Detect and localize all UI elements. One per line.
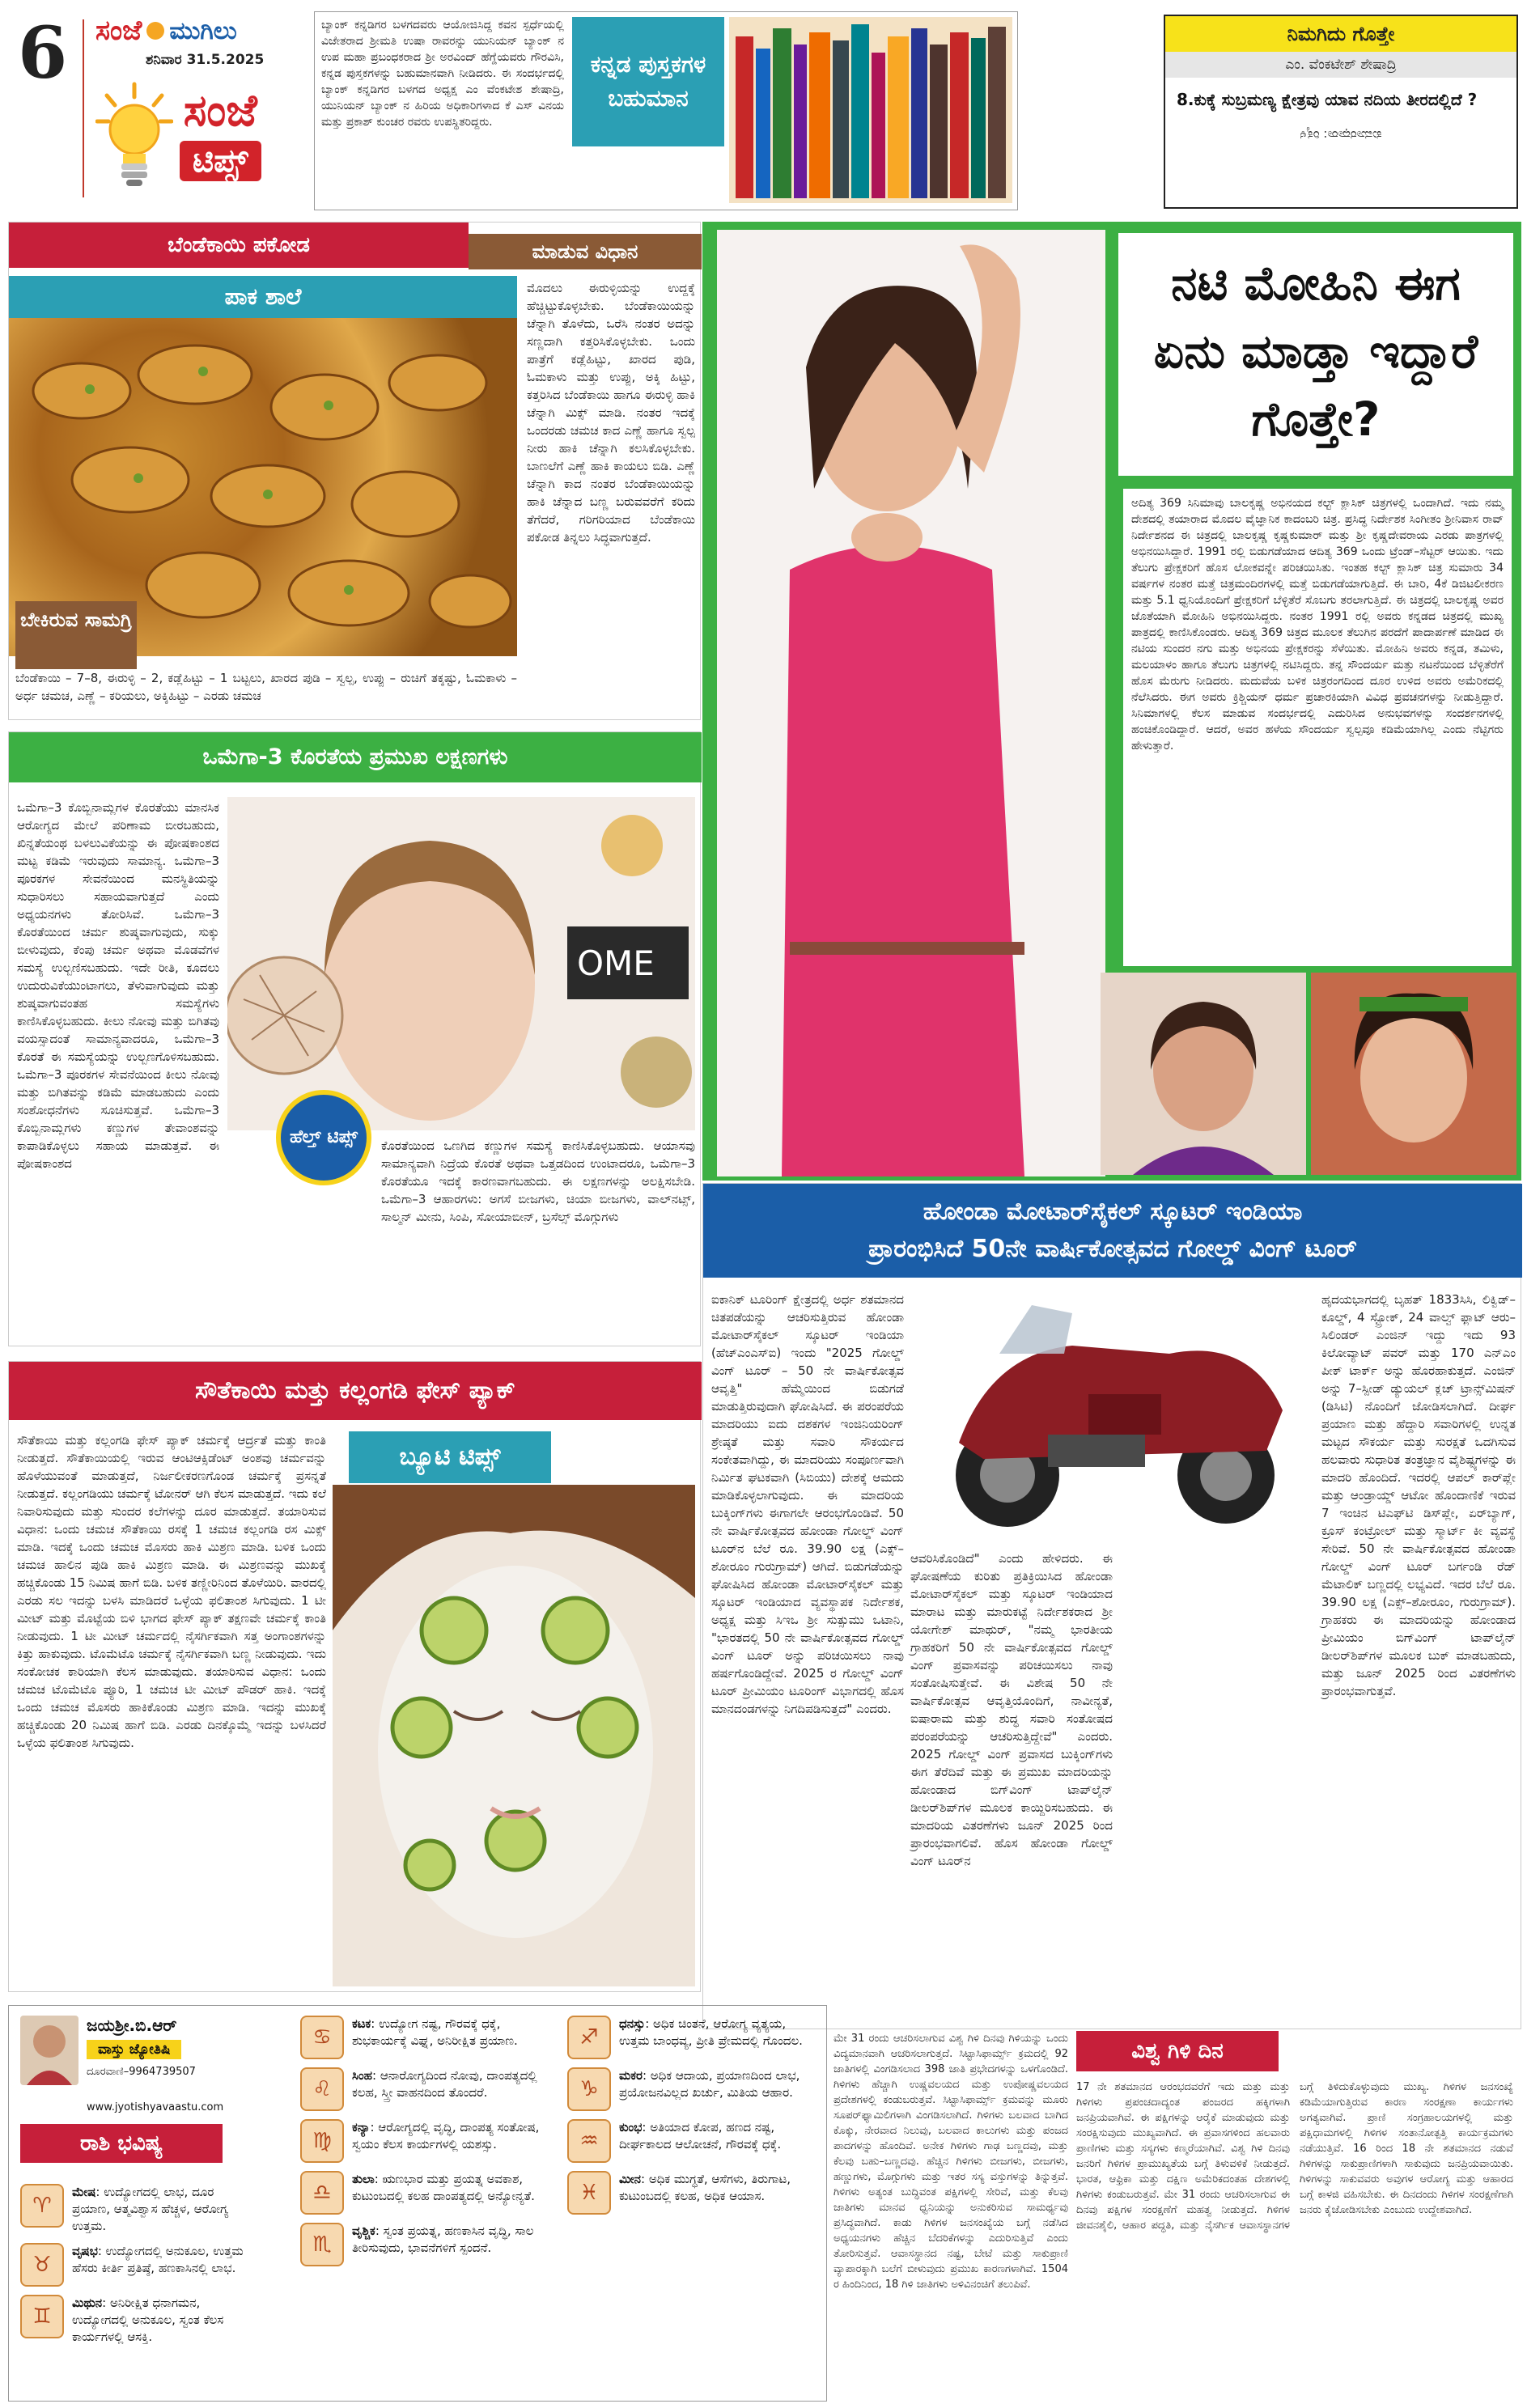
face-photo: [227, 797, 695, 1130]
cancer-icon: ♋: [300, 2016, 344, 2059]
astrologer-role: ವಾಸ್ತು ಜ್ಯೋತಿಷಿ: [87, 2040, 181, 2059]
honda-col1: ಐಕಾನಿಕ್ ಟೂರಿಂಗ್ ಕ್ಷೇತ್ರದಲ್ಲಿ ಅರ್ಧ ಶತಮಾನದ ಚಿತಪಡೆಯನ್ನು ಆಚರಿಸುತ್ತಿರುವ ಹೋಂಡಾ ಮೋಟಾರ್‌ಸೈಕಲ್ ಸ್ಕೂಟರ್ ಇಂಡಿಯಾ (ಹೆಚ್‌ಎಂಎಸ್‌ಐ) ಇಂದು "2025 ಗೋಲ್ಡ್ ವಿಂಗ್ ಟೂರ್ – 50 ನೇ ವಾರ್ಷಿಕೋತ್ಸವ ಆವೃತ್ತಿ" ಹೆಮ್ಮೆಯಿಂದ ಬಿಡುಗಡೆ ಮಾಡುತ್ತಿರುವುದಾಗಿ ಘೋಷಿಸಿದೆ. ಈ ಪರಂಪರೆಯ ಮಾದರಿಯು ಐದು ದಶಕಗಳ ಇಂಜಿನಿಯರಿಂಗ್ ಶ್ರೇಷ್ಠತೆ ಮತ್ತು ಸವಾರಿ ಸೌಕರ್ಯದ ಸಂಕೇತವಾಗಿದ್ದು, ಈ ಮಾದರಿಯು ಸಂಪೂರ್ಣವಾಗಿ ನಿರ್ಮಿತ ಘಟಕವಾಗಿ (ಸಿಬಿಯು) ದೇಶಕ್ಕೆ ಆಮದು ಮಾಡಿಕೊಳ್ಳಲಾಗುವುದು. ಈ ಮಾದರಿಯ ಬುಕ್ಕಿಂಗ್‌ಗಳು ಈಗಾಗಲೇ ಆರಂಭಗೊಂಡಿವೆ. 50 ನೇ ವಾರ್ಷಿಕೋತ್ಸವದ ಹೋಂಡಾ ಗೋಲ್ಡ್ ವಿಂಗ್ ಟೂರ್‌ನ ಬೆಲೆ ರೂ. 39.90 ಲಕ್ಷ (ಎಕ್ಸ್–ಶೋರೂಂ ಗುರುಗ್ರಾಮ್) ಆಗಿದೆ. ಬಿಡುಗಡೆಯನ್ನು ಘೋಷಿಸಿದ ಹೋಂಡಾ ಮೋಟಾರ್‌ಸೈಕಲ್ ಮತ್ತು ಸ್ಕೂಟರ್ ಇಂಡಿಯಾದ ವ್ಯವಸ್ಥಾಪಕ ನಿರ್ದೇಶಕ, ಅಧ್ಯಕ್ಷ ಮತ್ತು ಸಿಇಒ ಶ್ರೀ ಸುತ್ಸುಮು ಒಟಾನಿ, "ಭಾರತದಲ್ಲಿ 50 ನೇ ವಾರ್ಷಿಕೋತ್ಸವದ ಗೋಲ್ಡ್ ವಿಂಗ್ ಟೂರ್ ಅನ್ನು ಪರಿಚಯಿಸಲು ನಾವು ಹರ್ಷಗೊಂಡಿದ್ದೇವೆ. 2025 ರ ಗೋಲ್ಡ್ ವಿಂಗ್ ಟೂರ್ ಪ್ರೀಮಿಯಂ ಟೂರಿಂಗ್ ವಿಭಾಗದಲ್ಲಿ ಹೊಸ ಮಾನದಂಡಗಳನ್ನು ನಿಗದಿಪಡಿಸುತ್ತದೆ" ಎಂದರು.: [711, 1292, 904, 1716]
zodiac-col-2: [300, 2016, 551, 2274]
bank-story-text: ಬ್ಯಾಂಕ್ ಕನ್ನಡಿಗರ ಬಳಗದವರು ಆಯೋಜಿಸಿದ್ದ ಕವನ ಸ್ಪರ್ಧೆಯಲ್ಲಿ ವಿಜೇತರಾದ ಶ್ರೀಮತಿ ಉಷಾ ರಾವರನ್ನು ಯುನಿಯನ್ ಬ್ಯಾಂಕ್ ನ ಉಪ ಮಹಾ ಪ್ರಬಂಧಕರಾದ ಶ್ರೀ ಅರವಿಂದ್ ಹೆಗ್ಡೆಯವರು ಗೌರವಿಸಿ, ಕನ್ನಡ ಪುಸ್ತಕಗಳನ್ನು ಬಹುಮಾನವಾಗಿ ನೀಡಿದರು. ಈ ಸಂದರ್ಭದಲ್ಲಿ ಬ್ಯಾಂಕ್ ಕನ್ನಡಿಗರ ಬಳಗದ ಅಧ್ಯಕ್ಷ ಎಂ ವೆಂಕಟೇಶ ಶೇಷಾದ್ರಿ, ಯುನಿಯನ್ ಬ್ಯಾಂಕ್ ನ ಹಿರಿಯ ಅಧಿಕಾರಿಗಳಾದ ಕೆ ಎಸ್ ವಿನಯ ಮತ್ತು ಪ್ರಕಾಶ್ ಕುಂಚರ ರವರು ಉಪಸ್ಥಿತರಿದ್ದರು.: [321, 19, 564, 129]
mohini-text: ಅದಿತ್ಯ 369 ಸಿನಿಮಾವು ಬಾಲಕೃಷ್ಣ ಅಭಿನಯದ ಕಲ್ಟ್ ಕ್ಲಾಸಿಕ್ ಚಿತ್ರಗಳಲ್ಲಿ ಒಂದಾಗಿದೆ. ಇದು ನಮ್ಮ ದೇಶದಲ್ಲಿ ತಯಾರಾದ ಮೊದಲ ವೈಜ್ಞಾನಿಕ ಕಾದಂಬರಿ ಚಿತ್ರ. ಪ್ರಸಿದ್ಧ ನಿರ್ದೇಶಕ ಸಿಂಗೀತಂ ಶ್ರೀನಿವಾಸ ರಾವ್ ನಿರ್ದೇಶನದ ಈ ಚಿತ್ರದಲ್ಲಿ ಬಾಲಕೃಷ್ಣ ಕೃಷ್ಣಕುಮಾರ್ ಮತ್ತು ಶ್ರೀ ಕೃಷ್ಣದೇವರಾಯ ಎರಡು ಪಾತ್ರಗಳಲ್ಲಿ ಅಭಿನಯಿಸಿದ್ದಾರೆ. 1991 ರಲ್ಲಿ ಬಿಡುಗಡೆಯಾದ ಆದಿತ್ಯ 369 ಒಂದು ಟ್ರೆಂಡ್–ಸೆಟ್ಟರ್ ಆಯಿತು. ಇದು ತೆಲುಗು ಪ್ರೇಕ್ಷಕರಿಗೆ ಹೊಸ ಲೋಕವನ್ನೇ ಪರಿಚಯಿಸಿತು. ಇಂತಹ ಕಲ್ಟ್ ಕ್ಲಾಸಿಕ್ ಚಿತ್ರ ಸುಮಾರು 34 ವರ್ಷಗಳ ನಂತರ ಮತ್ತೆ ಚಿತ್ರಮಂದಿರಗಳಲ್ಲಿ ಮತ್ತೆ ಬಿಡುಗಡೆಯಾಗುತ್ತಿದೆ. ಈ ಬಾರಿ, 4ಕೆ ಡಿಜಿಟಲೀಕರಣ ಮತ್ತು 5.1 ಧ್ವನಿಯೊಂದಿಗೆ ಪ್ರೇಕ್ಷಕರಿಗೆ ಬೆಳ್ಳಿತೆರೆ ಸೊಬಗು ತರಲಾಗುತ್ತಿದೆ. ಈ ಚಿತ್ರದಲ್ಲಿ ಬಾಲಕೃಷ್ಣ ಅವರ ಜೊತೆಯಾಗಿ ಮೋಹಿನಿ ಅಭಿನಯಿಸಿದ್ದರು. ನಂತರ 1991 ರಲ್ಲಿ ಅವರು ಕನ್ನಡದ ಚಿತ್ರದಲ್ಲಿ ಮುಖ್ಯ ಪಾತ್ರದಲ್ಲಿ ಕಾಣಿಸಿಕೊಂಡರು. ಆದಿತ್ಯ 369 ಚಿತ್ರದ ಮೂಲಕ ತೆಲುಗಿನ ಪರದೆಗೆ ಪಾದಾರ್ಪಣೆ ಮಾಡಿದ ಈ ನಟಿಯ ಸುಂದರ ನಗು ಮತ್ತು ಅಭಿನಯ ಪ್ರೇಕ್ಷಕರನ್ನು ಸೆಳೆಯಿತು. ಮೋಹಿನಿ ಅವರು ಕನ್ನಡ, ತಮಿಳು, ಮಲಯಾಳಂ ಹಾಗೂ ತೆಲುಗು ಚಿತ್ರಗಳಲ್ಲಿ ನಟಿಸಿದ್ದರು. ತನ್ನ ಸೌಂದರ್ಯ ಮತ್ತು ನಟನೆಯಿಂದ ಬೆಳ್ಳಿತೆರೆಗೆ ಹೊಸ ಮೆರುಗು ನೀಡಿದರು. ಮದುವೆಯ ಬಳಿಕ ಚಿತ್ರರಂಗದಿಂದ ದೂರ ಉಳಿದ ಅವರು ಅಮೆರಿಕದಲ್ಲಿ ನೆಲೆಸಿದರು. ಈಗ ಅವರು ಕ್ರಿಶ್ಚಿಯನ್ ಧರ್ಮ ಪ್ರಚಾರಕಿಯಾಗಿ ವಿವಿಧ ಪ್ರವಚನಗಳನ್ನು ನೀಡುತ್ತಿದ್ದಾರೆ. ಸಿನಿಮಾಗಳಲ್ಲಿ ಕೆಲಸ ಮಾಡುವ ಸಂದರ್ಭದಲ್ಲಿ ಎದುರಿಸಿದ ಅನುಭವಗಳನ್ನು ಸಂದರ್ಶನಗಳಲ್ಲಿ ಹಂಚಿಕೊಂಡಿದ್ದಾರೆ. ಆದರೆ, ಅವರ ಹಳೆಯ ಸೌಂದರ್ಯ ಸ್ವಲ್ಪವೂ ಕಡಿಮೆಯಾಗಿಲ್ಲ ಎಂದು ನೆಟ್ಟಿಗರು ಹೇಳುತ್ತಾರೆ.: [1123, 489, 1512, 966]
books-photo: [729, 17, 1012, 203]
zodiac-item: ♏ ವೃಶ್ಚಿಕ: ಸ್ವಂತ ಪ್ರಯತ್ನ, ಹಣಕಾಸಿನ ವೃದ್ಧಿ, ಸಾಲ ತೀರಿಸುವುದು, ಭಾವನೆಗಳಿಗೆ ಸ್ಪಂದನೆ.: [300, 2223, 551, 2266]
mohini-section: [702, 222, 1521, 1181]
ingredients-label: ಬೇಕಿರುವ ಸಾಮಗ್ರಿ: [15, 601, 137, 669]
zodiac-item: ♓ ಮೀನ: ಅಧಿಕ ಮುಗ್ಧತೆ, ಆಸೆಗಳು, ತಿರುಗಾಟ, ಕುಟುಂಬದಲ್ಲಿ ಕಲಹ, ಅಧಿಕ ಆಯಾಸ.: [567, 2171, 818, 2215]
zodiac-item: ♑ ಮಕರ: ಅಧಿಕ ಆದಾಯ, ಪ್ರಯಾಣದಿಂದ ಲಾಭ, ಪ್ರಯೋಜನವಿಲ್ಲದ ಖರ್ಚು, ಮಿತಿಯ ಆಹಾರ.: [567, 2067, 818, 2111]
omega-title: ಒಮೆಗಾ-3 ಕೊರತೆಯ ಪ್ರಮುಖ ಲಕ್ಷಣಗಳು: [9, 732, 702, 782]
gemini-icon: ♊: [20, 2295, 64, 2338]
recipe-section: [8, 222, 701, 720]
leo-icon: ♌: [300, 2067, 344, 2111]
masthead: [8, 8, 309, 209]
cucumber-face-photo: [333, 1485, 695, 1986]
section-label: ಪಾಕ ಶಾಲೆ: [9, 276, 517, 318]
astrologer-name: ಜಯಶ್ರೀ.ಬಿ.ಆರ್: [87, 2016, 177, 2035]
board-text: OME: [577, 943, 655, 983]
honda-headline: ಹೋಂಡಾ ಮೋಟಾರ್‌ಸೈಕಲ್ ಸ್ಕೂಟರ್ ಇಂಡಿಯಾ ಪ್ರಾರಂಭಿಸಿದೆ 50ನೇ ವಾರ್ಷಿಕೋತ್ಸವದ ಗೋಲ್ಡ್ ವಿಂಗ್ ಟೂರ್: [703, 1184, 1522, 1278]
honda-section: [702, 1183, 1521, 2029]
bank-story: [314, 11, 1018, 210]
quiz-title: ನಿಮಗಿದು ಗೊತ್ತೇ: [1165, 16, 1516, 52]
issue-date: ಶನಿವಾರ 31.5.2025: [146, 52, 265, 68]
zodiac-item: ♎ ತುಲಾ: ಋಣಭಾರ ಮತ್ತು ಪ್ರಯತ್ನ ಅವಕಾಶ, ಕುಟುಂಬದಲ್ಲಿ ಕಲಹ ದಾಂಪತ್ಯದಲ್ಲಿ ಅನ್ಯೋನ್ಯತೆ.: [300, 2171, 551, 2215]
brand-logo: ಸಂಜೆ ಮುಗಿಲು: [95, 15, 237, 47]
recipe-title: ಬೆಂಡೆಕಾಯಿ ಪಕೋಡ: [9, 223, 469, 268]
method-label: ಮಾಡುವ ವಿಧಾನ: [469, 234, 702, 269]
quiz-answer: ಕುಮಾರಧಾರಾ: ರಿಕ್ಕಳ: [1300, 128, 1382, 142]
astrologer-avatar: [20, 2016, 78, 2085]
zodiac-item: ♍ ಕನ್ಯಾ: ಆರೋಗ್ಯದಲ್ಲಿ ವೃದ್ಧಿ, ದಾಂಪತ್ಯ ಸಂತೋಷ, ಸ್ವಯಂ ಕೆಲಸ ಕಾರ್ಯಗಳಲ್ಲಿ ಯಶಸ್ಸು.: [300, 2119, 551, 2163]
books-badge: ಕನ್ನಡ ಪುಸ್ತಕಗಳ ಬಹುಮಾನ: [572, 17, 724, 146]
zodiac-item: ♈ ಮೇಷ: ಉದ್ಯೋಗದಲ್ಲಿ ಲಾಭ, ದೂರ ಪ್ರಯಾಣ, ಆತ್ಮವಿಶ್ವಾಸ ಹೆಚ್ಚಳ, ಆರೋಗ್ಯ ಉತ್ತಮ.: [20, 2184, 255, 2235]
zodiac-col-3: [567, 2016, 818, 2223]
libra-icon: ♎: [300, 2171, 344, 2215]
parrot-day-title: ವಿಶ್ವ ಗಿಳಿ ದಿನ: [1076, 2031, 1279, 2071]
recipe-ingredients: ಬೆಂಡೆಕಾಯಿ – 7–8, ಈರುಳ್ಳಿ – 2, ಕಡ್ಲೆಹಿಟ್ಟು – 1 ಬಟ್ಟಲು, ಖಾರದ ಪುಡಿ – ಸ್ವಲ್ಪ, ಉಪ್ಪು – ರುಚಿಗೆ ತಕ್ಕಷ್ಟು, ಓಮಕಾಳು – ಅರ್ಧ ಚಮಚ, ಎಣ್ಣೆ – ಕರಿಯಲು, ಅಕ್ಕಿಹಿಟ್ಟು – ಎರಡು ಚಮಚ: [15, 671, 517, 703]
page-number: 6: [18, 11, 68, 95]
facepack-text: ಸೌತೆಕಾಯಿ ಮತ್ತು ಕಲ್ಲಂಗಡಿ ಫೇಸ್ ಪ್ಯಾಕ್ ಚರ್ಮಕ್ಕೆ ಆರ್ದ್ರತೆ ಮತ್ತು ಕಾಂತಿ ನೀಡುತ್ತದೆ. ಸೌತೆಕಾಯಿಯಲ್ಲಿ ಇರುವ ಆಂಟಿಆಕ್ಸಿಡೆಂಟ್ ಅಂಶವು ಚರ್ಮವನ್ನು ಹೊಳೆಯುವಂತೆ ಮಾಡುತ್ತದೆ, ನಿರ್ಜಲೀಕರಣಗೊಂಡ ಚರ್ಮಕ್ಕೆ ಪ್ರಸನ್ನತೆ ನೀಡುತ್ತದೆ. ಕಲ್ಲಂಗಡಿಯು ಚರ್ಮಕ್ಕೆ ಟೋನರ್ ಆಗಿ ಕೆಲಸ ಮಾಡುತ್ತದೆ. ಇದು ಕಲೆ ನಿವಾರಿಸುವುದು ಮತ್ತು ಸುಂದರ ಕಲೆಗಳನ್ನು ದೂರ ಮಾಡುತ್ತದೆ. ತಯಾರಿಸುವ ವಿಧಾನ: ಒಂದು ಚಮಚ ಸೌತೆಕಾಯಿ ರಸಕ್ಕೆ 1 ಚಮಚ ಕಲ್ಲಂಗಡಿ ರಸ ಮಿಕ್ಸ್ ಮಾಡಿ. ಇದಕ್ಕೆ ಒಂದು ಚಮಚ ಮೊಸರು ಹಾಕಿ ಮಿಶ್ರಣ ಮಾಡಿ. ಬಳಿಕ ಒಂದು ಚಮಚ ಹಾಲಿನ ಪುಡಿ ಹಾಕಿ ಮಿಶ್ರಣ ಮಾಡಿ. ಈ ಮಿಶ್ರಣವನ್ನು ಮುಖಕ್ಕೆ ಹಚ್ಚಿಕೊಂಡು 15 ನಿಮಿಷ ಹಾಗೆ ಬಿಡಿ. ಬಳಿಕ ತಣ್ಣೀರಿನಿಂದ ತೊಳೆಯಿರಿ. ವಾರದಲ್ಲಿ ಎರಡು ಸಲ ಇದನ್ನು ಬಳಸಿ ಮಾಡಿದರೆ ಒಳ್ಳೆಯ ಫಲಿತಾಂಶ ಸಿಗುವುದು. 1 ಟೀ ಮೀಟ್ ಮತ್ತು ಮೊಟ್ಟೆಯ ಬಿಳಿ ಭಾಗದ ಫೇಸ್ ಪ್ಯಾಕ್ ತಕ್ಷಣವೇ ಚರ್ಮಕ್ಕೆ ಕಾಂತಿ ನೀಡುವುದು. 1 ಟೀ ಮೀಟ್ ಚರ್ಮದಲ್ಲಿ ನೈಸರ್ಗಿಕವಾಗಿ ಸತ್ತ ಅಂಗಾಂಶಗಳನ್ನು ಕಿತ್ತು ಹಾಕುವುದು. ಟೊಮೆಟೊ ಚರ್ಮಕ್ಕೆ ನೈಸರ್ಗಿಕವಾಗಿ ಬಣ್ಣ ನೀಡುವುದು. ಇದು ಸಂಕೋಚಕ ಕಾರಿಯಾಗಿ ಕೆಲಸ ಮಾಡುವುದು. ತಯಾರಿಸುವ ವಿಧಾನ: ಒಂದು ಚಮಚ ಟೊಮೆಟೊ ಪ್ಯೂರಿ, 1 ಚಮಚ ಟೀ ಮೀಟ್ ಪೌಡರ್ ಹಾಕಿ. ಇದಕ್ಕೆ ಒಂದು ಚಮಚ ಮೊಸರು ಹಾಕಿಕೊಂಡು ಮಿಶ್ರಣ ಮಾಡಿ. ಇದನ್ನು ಮುಖಕ್ಕೆ ಹಚ್ಚಿಕೊಂಡು 20 ನಿಮಿಷ ಹಾಗೆ ಬಿಡಿ. ಎರಡು ದಿನಕ್ಕೊಮ್ಮೆ ಇದನ್ನು ಬಳಸಿದರೆ ಒಳ್ಳೆಯ ಫಲಿತಾಂಶ ಸಿಗುವುದು.: [17, 1433, 326, 1750]
capricorn-icon: ♑: [567, 2067, 611, 2111]
taurus-icon: ♉: [20, 2243, 64, 2287]
beauty-tips-badge: ಬ್ಯೂಟಿ ಟಿಪ್ಸ್: [349, 1431, 551, 1483]
omega-text-2: ಕೊರತೆಯಿಂದ ಒಣಗಿದ ಕಣ್ಣುಗಳ ಸಮಸ್ಯೆ ಕಾಣಿಸಿಕೊಳ್ಳಬಹುದು. ಆಯಾಸವು ಸಾಮಾನ್ಯವಾಗಿ ನಿದ್ರೆಯ ಕೊರತೆ ಅಥವಾ ಒತ್ತಡದಿಂದ ಉಂಟಾದರೂ, ಒಮೆಗಾ–3 ಕೊರತೆಯೂ ಇದಕ್ಕೆ ಕಾರಣವಾಗಬಹುದು. ಈ ಲಕ್ಷಣಗಳನ್ನು ಅಲಕ್ಷಿಸಬೇಡಿ. ಒಮೆಗಾ–3 ಆಹಾರಗಳು: ಅಗಸೆ ಬೀಜಗಳು, ಚಿಯಾ ಬೀಜಗಳು, ವಾಲ್‌ನಟ್ಸ್, ಸಾಲ್ಮನ್ ಮೀನು, ಸಿಂಪಿ, ಸೋಯಾಬೀನ್, ಬ್ರಸೆಲ್ಸ್ ಮೊಗ್ಗುಗಳು: [381, 1138, 695, 1224]
quiz-question: 8.ಕುಕ್ಕೆ ಸುಬ್ರಮಣ್ಯ ಕ್ಷೇತ್ರವು ಯಾವ ನದಿಯ ತೀರದಲ್ಲಿದೆ ?: [1177, 90, 1478, 109]
aries-icon: ♈: [20, 2184, 64, 2228]
omega-section: [8, 731, 701, 1346]
zodiac-item: ♋ ಕಟಕ: ಉದ್ಯೋಗ ನಷ್ಟ, ಗೌರವಕ್ಕೆ ಧಕ್ಕೆ, ಶುಭಕಾರ್ಯಕ್ಕೆ ವಿಘ್ನ, ಅನಿರೀಕ್ಷಿತ ಪ್ರಯಾಣ.: [300, 2016, 551, 2059]
honda-col3: ಹೃದಯಭಾಗದಲ್ಲಿ ಬೃಹತ್ 1833ಸಿಸಿ, ಲಿಕ್ವಿಡ್–ಕೂಲ್ಡ್, 4 ಸ್ಟ್ರೋಕ್, 24 ವಾಲ್ವ್ ಫ್ಲಾಟ್ ಆರು–ಸಿಲಿಂಡರ್ ಎಂಜಿನ್ ಇದ್ದು ಇದು 93 ಕಿಲೋವ್ಯಾಟ್ ಪವರ್ ಮತ್ತು 170 ಎನ್ಎಂ ಪೀಕ್ ಟಾರ್ಕ್ ಅನ್ನು ಹೊರಹಾಕುತ್ತದೆ. ಎಂಜಿನ್ ಅನ್ನು 7–ಸ್ಪೀಡ್ ಡ್ಯುಯಲ್ ಕ್ಲಚ್ ಟ್ರಾನ್ಸ್‌ಮಿಷನ್ (ಡಿಸಿಟಿ) ನೊಂದಿಗೆ ಜೋಡಿಸಲಾಗಿದೆ. ದೀರ್ಘ ಪ್ರಯಾಣ ಮತ್ತು ಹೆದ್ದಾರಿ ಸವಾರಿಗಳಲ್ಲಿ ಉನ್ನತ ಮಟ್ಟದ ಸೌಕರ್ಯ ಮತ್ತು ಸುರಕ್ಷತೆ ಒದಗಿಸುವ ಹಲವಾರು ಸುಧಾರಿತ ತಂತ್ರಜ್ಞಾನ ವೈಶಿಷ್ಟ್ಯಗಳನ್ನು ಈ ಮಾದರಿ ಹೊಂದಿದೆ. ಇದರಲ್ಲಿ ಆಪಲ್ ಕಾರ್‌ಪ್ಲೇ ಮತ್ತು ಆಂಡ್ರಾಯ್ಡ್ ಆಟೋ ಹೊಂದಾಣಿಕೆ ಇರುವ 7 ಇಂಚಿನ ಟಿಎಫ್‌ಟಿ ಡಿಸ್‌ಪ್ಲೇ, ಏರ್‌ಬ್ಯಾಗ್, ಕ್ರೂಸ್ ಕಂಟ್ರೋಲ್ ಮತ್ತು ಸ್ಮಾರ್ಟ್ ಕೀ ವ್ಯವಸ್ಥೆ ಸೇರಿವೆ. 50 ನೇ ವಾರ್ಷಿಕೋತ್ಸವದ ಹೋಂಡಾ ಗೋಲ್ಡ್ ವಿಂಗ್ ಟೂರ್ ಬರ್ಗಂಡಿ ರೆಡ್ ಮೆಟಾಲಿಕ್ ಬಣ್ಣದಲ್ಲಿ ಲಭ್ಯವಿದೆ. ಇದರ ಬೆಲೆ ರೂ. 39.90 ಲಕ್ಷ (ಎಕ್ಸ್–ಶೋರೂಂ, ಗುರುಗ್ರಾಮ್). ಗ್ರಾಹಕರು ಈ ಮಾದರಿಯನ್ನು ಹೋಂಡಾದ ಪ್ರೀಮಿಯಂ ಬಿಗ್‌ವಿಂಗ್ ಟಾಪ್‌ಲೈನ್ ಡೀಲರ್‌ಶಿಪ್‌ಗಳ ಮೂಲಕ ಬುಕ್ ಮಾಡಬಹುದು, ಮತ್ತು ಜೂನ್ 2025 ರಿಂದ ವಿತರಣೆಗಳು ಪ್ರಾರಂಭವಾಗುತ್ತವೆ.: [1321, 1292, 1516, 1698]
zodiac-item: ♒ ಕುಂಭ: ಅತಿಯಾದ ಕೋಪ, ಹಣದ ನಷ್ಟ, ದೀರ್ಘಕಾಲದ ಆಲೋಚನೆ, ಗೌರವಕ್ಕೆ ಧಕ್ಕೆ.: [567, 2119, 818, 2163]
astrologer-phone: ದೂರವಾಣಿ–9964739507: [87, 2066, 196, 2078]
zodiac-item: ♊ ಮಿಥುನ: ಅನಿರೀಕ್ಷಿತ ಧನಾಗಮನ, ಉದ್ಯೋಗದಲ್ಲಿ ಅನುಕೂಲ, ಸ್ವಂತ ಕೆಲಸ ಕಾರ್ಯಗಳಲ್ಲಿ ಆಸಕ್ತಿ.: [20, 2295, 255, 2346]
bulb-icon: [95, 79, 173, 193]
zodiac-item: ♌ ಸಿಂಹ: ಆನಾರೋಗ್ಯದಿಂದ ನೋವು, ದಾಂಪತ್ಯದಲ್ಲಿ ಕಲಹ, ಸ್ತ್ರೀ ವಾಹನದಿಂದ ತೊಂದರೆ.: [300, 2067, 551, 2111]
quiz-author: ಎಂ. ವೆಂಕಟೇಶ್ ಶೇಷಾದ್ರಿ: [1165, 52, 1516, 78]
aquarius-icon: ♒: [567, 2119, 611, 2163]
facepack-title: ಸೌತೆಕಾಯಿ ಮತ್ತು ಕಲ್ಲಂಗಡಿ ಫೇಸ್ ಪ್ಯಾಕ್: [9, 1362, 702, 1420]
zodiac-item: ♉ ವೃಷಭ: ಉದ್ಯೋಗದಲ್ಲಿ ಅನುಕೂಲ, ಉತ್ತಮ ಹೆಸರು ಕೀರ್ತಿ ಪ್ರತಿಷ್ಠೆ, ಹಣಕಾಸಿನಲ್ಲಿ ಲಾಭ.: [20, 2243, 255, 2287]
sun-icon: [146, 22, 164, 40]
recipe-method: ಮೊದಲು ಈರುಳ್ಳಿಯನ್ನು ಉದ್ದಕ್ಕೆ ಹೆಚ್ಚಿಟ್ಟುಕೊಳ್ಳಬೇಕು. ಬೆಂಡೆಕಾಯಿಯನ್ನು ಚೆನ್ನಾಗಿ ತೊಳೆದು, ಒರೆಸಿ ನಂತರ ಅದನ್ನು ಸಣ್ಣದಾಗಿ ಕತ್ತರಿಸಿಕೊಳ್ಳಬೇಕು. ಒಂದು ಪಾತ್ರೆಗೆ ಕಡ್ಲೆಹಿಟ್ಟು, ಖಾರದ ಪುಡಿ, ಓಮಕಾಳು ಮತ್ತು ಉಪ್ಪು, ಅಕ್ಕಿ ಹಿಟ್ಟು, ಕತ್ತರಿಸಿದ ಬೆಂಡೆಕಾಯಿ ಹಾಗೂ ಈರುಳ್ಳಿ ಹಾಕಿ ಚೆನ್ನಾಗಿ ಮಿಕ್ಸ್ ಮಾಡಿ. ನಂತರ ಇದಕ್ಕೆ ಒಂದರಡು ಚಮಚ ಕಾದ ಎಣ್ಣೆ ಹಾಗೂ ಸ್ವಲ್ಪ ನೀರು ಹಾಕಿ ಚೆನ್ನಾಗಿ ಕಲಸಿಕೊಳ್ಳಬೇಕು. ಬಾಣಲೆಗೆ ಎಣ್ಣೆ ಹಾಕಿ ಕಾಯಲು ಬಿಡಿ. ಎಣ್ಣೆ ಚೆನ್ನಾಗಿ ಕಾದ ನಂತರ ಬೆಂಡೆಕಾಯಿಯನ್ನು ಹಾಕಿ ಚೆನ್ನಾದ ಬಣ್ಣ ಬರುವವರೆಗೆ ಕರಿದು ತೆಗೆದರೆ, ಗರಿಗರಿಯಾದ ಬೆಂಡೆಕಾಯಿ ಪಕೋಡ ತಿನ್ನಲು ಸಿದ್ಧವಾಗುತ್ತದೆ.: [527, 281, 695, 545]
astro-title: ರಾಶಿ ಭವಿಷ್ಯ: [20, 2124, 223, 2163]
astrologer-website: www.jyotishyavaastu.com: [87, 2101, 224, 2113]
parrot-day-section: [833, 2031, 1521, 2402]
quiz-box: [1164, 15, 1518, 209]
astro-section: [8, 2005, 827, 2402]
pisces-icon: ♓: [567, 2171, 611, 2215]
omega-text: ಒಮೆಗಾ–3 ಕೊಬ್ಬಿನಾಮ್ಲಗಳ ಕೊರತೆಯು ಮಾನಸಿಕ ಆರೋಗ್ಯದ ಮೇಲೆ ಪರಿಣಾಮ ಬೀರಬಹುದು, ಖಿನ್ನತೆಯಂಥ ಬಳಲುವಿಕೆಯನ್ನು ಈ ಪೋಷಕಾಂಶದ ಮಟ್ಟ ಕಡಿಮೆ ಇರುವುದು ಸಾಮಾನ್ಯ. ಒಮೆಗಾ–3 ಪೂರಕಗಳ ಸೇವನೆಯಿಂದ ಮನಸ್ಥಿತಿಯನ್ನು ಸುಧಾರಿಸಲು ಸಹಾಯವಾಗುತ್ತದೆ ಎಂದು ಅಧ್ಯಯನಗಳು ತೋರಿಸಿವೆ. ಒಮೆಗಾ–3 ಕೊರತೆಯಿಂದ ಚರ್ಮ ಶುಷ್ಕವಾಗುವುದು, ಸುಕ್ಕು ಬೀಳುವುದು, ಕೆಂಪು ಚರ್ಮ ಅಥವಾ ಮೊಡವೆಗಳ ಸಮಸ್ಯೆ ಉಲ್ಬಣಿಸಬಹುದು. ಇದೇ ರೀತಿ, ಕೂದಲು ಉದುರುವಿಕೆಯುಂಟಾಗಲು, ತೆಳುವಾಗುವುದು ಮತ್ತು ಶುಷ್ಕವಾಗುವಂತಹ ಸಮಸ್ಯೆಗಳು ಕಾಣಿಸಿಕೊಳ್ಳಬಹುದು. ಕೀಲು ನೋವು ಮತ್ತು ಬಿಗಿತವು ವಯಸ್ಸಾದಂತೆ ಸಾಮಾನ್ಯವಾದರೂ, ಒಮೆಗಾ–3 ಕೊರತೆ ಈ ಸಮಸ್ಯೆಯನ್ನು ಉಲ್ಬಣಗೊಳಿಸಬಹುದು. ಒಮೆಗಾ–3 ಪೂರಕಗಳ ಸೇವನೆಯಿಂದ ಕೀಲು ನೋವು ಮತ್ತು ಬಿಗಿತವನ್ನು ಕಡಿಮೆ ಮಾಡಬಹುದು ಎಂದು ಸಂಶೋಧನೆಗಳು ಸೂಚಿಸುತ್ತವೆ. ಒಮೆಗಾ–3 ಕೊಬ್ಬಿನಾಮ್ಲಗಳು ಕಣ್ಣುಗಳ ತೇವಾಂಶವನ್ನು ಕಾಪಾಡಿಕೊಳ್ಳಲು ಸಹಾಯ ಮಾಡುತ್ತವೆ. ಈ ಪೋಷಕಾಂಶದ: [17, 800, 219, 1171]
parrot-day-col2: 17 ನೇ ಶತಮಾನದ ಆರಂಭದವರೆಗೆ ಇದು ಮತ್ತು ಮತ್ತು ಗಿಳಿಗಳು ಪ್ರಪಂಚದಾದ್ಯಂತ ಪಂಜರದ ಹಕ್ಕಿಗಳಾಗಿ ಜನಪ್ರಿಯವಾಗಿವೆ. ಈ ಪಕ್ಷಿಗಳನ್ನು ಆರೈಕೆ ಮಾಡುವುದು ಮತ್ತು ಸಂರಕ್ಷಿಸುವುದು ಮುಖ್ಯವಾಗಿದೆ. ಈ ಪ್ರವಾಸಗಳಿಂದ ಹಲವಾರು ಪ್ರಾಣಿಗಳು ಮತ್ತು ಸಸ್ಯಗಳು ಕಣ್ಮರೆಯಾಗಿವೆ. ವಿಶ್ವ ಗಿಳಿ ದಿನವು ಜನರಿಗೆ ಗಿಳಿಗಳ ಪ್ರಾಮುಖ್ಯತೆಯ ಬಗ್ಗೆ ತಿಳುವಳಿಕೆ ನೀಡುತ್ತದೆ. ಭಾರತ, ಆಫ್ರಿಕಾ ಮತ್ತು ದಕ್ಷಿಣ ಅಮೆರಿಕದಂತಹ ದೇಶಗಳಲ್ಲಿ ಗಿಳಿಗಳು ಕಂಡುಬರುತ್ತವೆ. ಮೇ 31 ರಂದು ಆಚರಿಸಲಾಗುವ ಈ ದಿನವು ಪಕ್ಷಿಗಳ ಸಂರಕ್ಷಣೆಗೆ ಮಹತ್ವ ನೀಡುತ್ತದೆ. ಗಿಳಿಗಳ ಜೀವನಶೈಲಿ, ಆಹಾರ ಪದ್ಧತಿ, ಮತ್ತು ನೈಸರ್ಗಿಕ ಆವಾಸಸ್ಥಾನಗಳ ಬಗ್ಗೆ ತಿಳಿದುಕೊಳ್ಳುವುದು ಮುಖ್ಯ. ಗಿಳಿಗಳ ಜನಸಂಖ್ಯೆ ಕಡಿಮೆಯಾಗುತ್ತಿರುವ ಕಾರಣ ಸಂರಕ್ಷಣಾ ಕಾರ್ಯಗಳು ಅಗತ್ಯವಾಗಿವೆ. ಪ್ರಾಣಿ ಸಂಗ್ರಹಾಲಯಗಳಲ್ಲಿ ಮತ್ತು ಪಕ್ಷಿಧಾಮಗಳಲ್ಲಿ ಗಿಳಿಗಳ ಸಂತಾನೋತ್ಪತ್ತಿ ಕಾರ್ಯಕ್ರಮಗಳು ನಡೆಯುತ್ತಿವೆ. 16 ರಿಂದ 18 ನೇ ಶತಮಾನದ ನಡುವೆ ಗಿಳಿಗಳನ್ನು ಸಾಕುಪ್ರಾಣಿಗಳಾಗಿ ಸಾಕುವುದು ಜನಪ್ರಿಯವಾಯಿತು. ಗಿಳಿಗಳನ್ನು ಸಾಕುವವರು ಅವುಗಳ ಆರೋಗ್ಯ ಮತ್ತು ಆಹಾರದ ಬಗ್ಗೆ ಕಾಳಜಿ ವಹಿಸಬೇಕು. ಈ ದಿನದಂದು ಗಿಳಿಗಳ ಸಂರಕ್ಷಣೆಗಾಗಿ ಜನರು ಕೈಜೋಡಿಸಬೇಕು ಎಂಬುದು ಉದ್ದೇಶವಾಗಿದೆ.: [1076, 2081, 1513, 2232]
mohini-photo-now: [1101, 973, 1306, 1175]
motorcycle-photo: [910, 1289, 1315, 1540]
mohini-photo-old: [1311, 973, 1516, 1175]
zodiac-col-1: [20, 2184, 255, 2354]
parrot-day-col1: ಮೇ 31 ರಂದು ಆಚರಿಸಲಾಗುವ ವಿಶ್ವ ಗಿಳಿ ದಿನವು ಗಿಳಿಯನ್ನು ಒಂದು ವಿದ್ಯಮಾನವಾಗಿ ಆಚರಿಸಲಾಗುತ್ತದೆ. ಸಿಟ್ಟಾಸಿಫಾರ್ಮ್ಸ್ ಕ್ರಮದಲ್ಲಿ 92 ಜಾತಿಗಳಲ್ಲಿ ವಿಂಗಡಿಸಲಾದ 398 ಜಾತಿ ಪ್ರಭೇದಗಳನ್ನು ಒಳಗೊಂಡಿದೆ. ಗಿಳಿಗಳು ಹೆಚ್ಚಾಗಿ ಉಷ್ಣವಲಯದ ಮತ್ತು ಉಪೋಷ್ಣವಲಯದ ಪ್ರದೇಶಗಳಲ್ಲಿ ಕಂಡುಬರುತ್ತವೆ. ಸಿಟ್ಟಾಸಿಫಾರ್ಮ್ಸ್ ಕ್ರಮವನ್ನು ಮೂರು ಸೂಪರ್‌ಫ್ಯಾಮಿಲಿಗಳಾಗಿ ವಿಂಗಡಿಸಲಾಗಿದೆ. ಗಿಳಿಗಳು ಬಲವಾದ ಬಾಗಿದ ಕೊಕ್ಕು, ನೇರವಾದ ನಿಲುವು, ಬಲವಾದ ಕಾಲುಗಳು ಮತ್ತು ಪಂಜದ ಪಾದಗಳನ್ನು ಹೊಂದಿವೆ. ಅನೇಕ ಗಿಳಿಗಳು ಗಾಢ ಬಣ್ಣದವು, ಮತ್ತು ಕೆಲವು ಬಹು–ಬಣ್ಣದವು. ಹೆಚ್ಚಿನ ಗಿಳಿಗಳು ಬೀಜಗಳು, ಬೀಜಗಳು, ಹಣ್ಣುಗಳು, ಮೊಗ್ಗುಗಳು ಮತ್ತು ಇತರ ಸಸ್ಯ ವಸ್ತುಗಳನ್ನು ತಿನ್ನುತ್ತವೆ. ಗಿಳಿಗಳು ಅತ್ಯಂತ ಬುದ್ಧಿವಂತ ಪಕ್ಷಿಗಳಲ್ಲಿ ಸೇರಿವೆ, ಮತ್ತು ಕೆಲವು ಜಾತಿಗಳು ಮಾನವ ಧ್ವನಿಯನ್ನು ಅನುಕರಿಸುವ ಸಾಮರ್ಥ್ಯವು ಪ್ರಸಿದ್ಧವಾಗಿದೆ. ಕಾಡು ಗಿಳಿಗಳ ಜನಸಂಖ್ಯೆಯ ಬಗ್ಗೆ ನಡೆಸಿದ ಅಧ್ಯಯನಗಳು ಹೆಚ್ಚಿನ ಬೆದರಿಕೆಗಳನ್ನು ಎದುರಿಸುತ್ತಿವೆ ಎಂದು ತೋರಿಸುತ್ತವೆ. ಆವಾಸಸ್ಥಾನದ ನಷ್ಟ, ಬೇಟೆ ಮತ್ತು ಸಾಕುಪ್ರಾಣಿ ವ್ಯಾಪಾರಕ್ಕಾಗಿ ಬಲೆಗೆ ಬೀಳುವುದು ಪ್ರಮುಖ ಕಾರಣಗಳಾಗಿವೆ. 1504 ರ ಹಿಂದಿನಿಂದ, 18 ಗಿಳಿ ಜಾತಿಗಳು ಅಳಿವಿನಂಚಿಗೆ ತಲುಪಿವೆ.: [833, 2033, 1068, 2291]
honda-col2: ಆವರಿಸಿಕೊಂಡಿದೆ" ಎಂದು ಹೇಳಿದರು. ಈ ಘೋಷಣೆಯ ಕುರಿತು ಪ್ರತಿಕ್ರಿಯಿಸಿದ ಹೋಂಡಾ ಮೋಟಾರ್‌ಸೈಕಲ್ ಮತ್ತು ಸ್ಕೂಟರ್ ಇಂಡಿಯಾದ ಮಾರಾಟ ಮತ್ತು ಮಾರುಕಟ್ಟೆ ನಿರ್ದೇಶಕರಾದ ಶ್ರೀ ಯೋಗೇಶ್ ಮಾಥುರ್, "ನಮ್ಮ ಭಾರತೀಯ ಗ್ರಾಹಕರಿಗೆ 50 ನೇ ವಾರ್ಷಿಕೋತ್ಸವದ ಗೋಲ್ಡ್ ವಿಂಗ್ ಪ್ರವಾಸವನ್ನು ಪರಿಚಯಿಸಲು ನಾವು ಸಂತೋಷಿಸುತ್ತೇವೆ. ಈ ವಿಶೇಷ 50 ನೇ ವಾರ್ಷಿಕೋತ್ಸವ ಆವೃತ್ತಿಯೊಂದಿಗೆ, ನಾವೀನ್ಯತೆ, ಐಷಾರಾಮ ಮತ್ತು ಶುದ್ಧ ಸವಾರಿ ಸಂತೋಷದ ಪರಂಪರೆಯನ್ನು ಆಚರಿಸುತ್ತಿದ್ದೇವೆ" ಎಂದರು. 2025 ಗೋಲ್ಡ್ ವಿಂಗ್ ಪ್ರವಾಸದ ಬುಕ್ಕಿಂಗ್‌ಗಳು ಈಗ ತೆರೆದಿವೆ ಮತ್ತು ಈ ಪ್ರಮುಖ ಮಾದರಿಯನ್ನು ಹೋಂಡಾದ ಬಿಗ್‌ವಿಂಗ್ ಟಾಪ್‌ಲೈನ್ ಡೀಲರ್‌ಶಿಪ್‌ಗಳ ಮೂಲಕ ಕಾಯ್ದಿರಿಸಬಹುದು. ಈ ಮಾದರಿಯ ವಿತರಣೆಗಳು ಜೂನ್ 2025 ರಿಂದ ಪ್ರಾರಂಭವಾಗಲಿವೆ. ಹೊಸ ಹೋಂಡಾ ಗೋಲ್ಡ್ ವಿಂಗ್ ಟೂರ್‌ನ: [910, 1551, 1113, 1868]
sagittarius-icon: ♐: [567, 2016, 611, 2059]
mohini-headline: ನಟಿ ಮೋಹಿನಿ ಈಗ ಏನು ಮಾಡ್ತಾ ಇದ್ದಾರೆ ಗೊತ್ತೇ?: [1118, 233, 1513, 476]
health-tips-badge: ಹೆಲ್ತ್ ಟಿಪ್ಸ್: [276, 1090, 371, 1185]
tips-title: ಸಂಜೆ ಟಿಪ್ಸ್: [180, 86, 261, 181]
mohini-photo: [717, 230, 1105, 1176]
scorpio-icon: ♏: [300, 2223, 344, 2266]
facepack-section: [8, 1361, 701, 1992]
virgo-icon: ♍: [300, 2119, 344, 2163]
zodiac-item: ♐ ಧನಸ್ಸು: ಅಧಿಕ ಚಿಂತನೆ, ಆರೋಗ್ಯ ವ್ಯತ್ಯಯ, ಉತ್ತಮ ಬಾಂಧವ್ಯ, ಪ್ರೀತಿ ಪ್ರೇಮದಲ್ಲಿ ಗೊಂದಲ.: [567, 2016, 818, 2059]
